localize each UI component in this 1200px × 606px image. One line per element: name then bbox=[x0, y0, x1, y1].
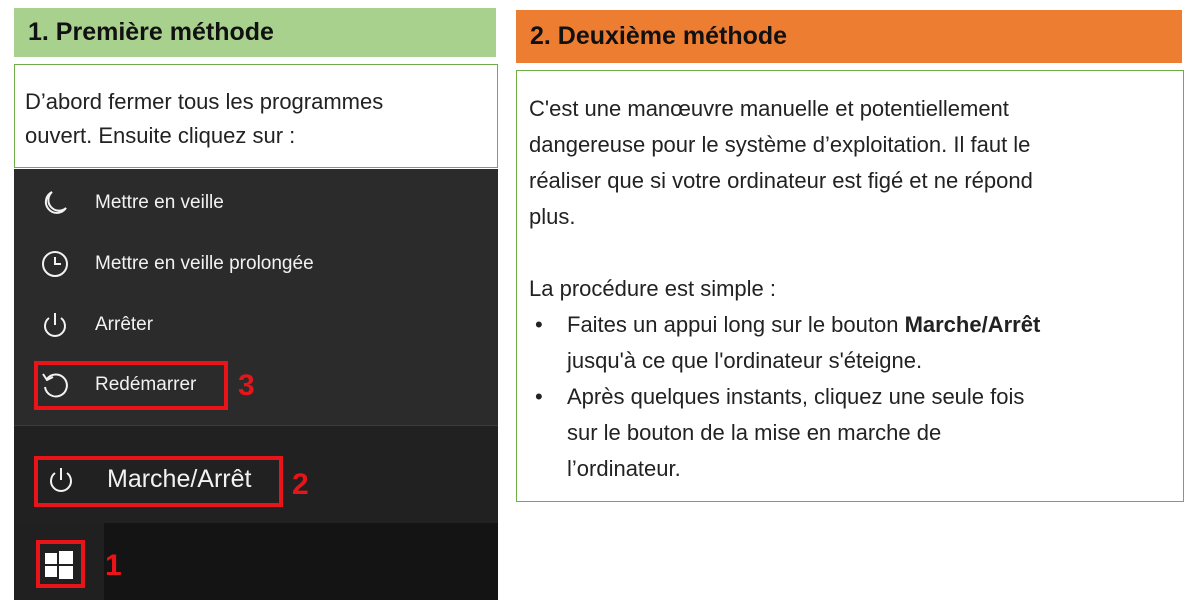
highlight-start-button bbox=[36, 540, 85, 588]
highlight-power-button bbox=[34, 456, 283, 507]
bullet1-text-cont: jusqu'à ce que l'ordinateur s'éteigne. bbox=[567, 348, 923, 373]
bullet1-bold-text: Marche/Arrêt bbox=[904, 312, 1041, 337]
menu-item-shutdown-label: Arrêter bbox=[95, 314, 154, 335]
list-item bbox=[529, 307, 1173, 379]
taskbar bbox=[14, 523, 498, 600]
bullet2-text-cont: sur le bouton de la mise en marche de bbox=[567, 420, 942, 445]
method2-para-line4: plus. bbox=[529, 204, 576, 229]
callout-step-3: 3 bbox=[238, 369, 255, 402]
power-icon bbox=[40, 310, 70, 340]
method2-para-line3: réaliser que si votre ordinateur est figé et ne répond bbox=[529, 168, 1033, 193]
menu-item-sleep[interactable] bbox=[14, 175, 498, 231]
method1-intro-line1: D’abord fermer tous les programmes bbox=[25, 89, 384, 114]
procedure-list bbox=[529, 307, 1173, 487]
method2-title: 2. Deuxième méthode bbox=[516, 10, 1182, 63]
menu-item-sleep-label: Mettre en veille bbox=[95, 192, 224, 213]
callout-step-2: 2 bbox=[292, 468, 309, 501]
power-button-label: Marche/Arrêt bbox=[107, 465, 252, 493]
highlight-restart bbox=[34, 361, 228, 410]
menu-item-hibernate-label: Mettre en veille prolongée bbox=[95, 253, 314, 274]
bullet1-text: Faites un appui long sur le bouton bbox=[567, 312, 905, 337]
divider bbox=[14, 425, 498, 426]
bullet: • bbox=[535, 384, 543, 409]
callout-step-1: 1 bbox=[105, 549, 122, 582]
clock-icon bbox=[40, 249, 70, 279]
method1-title: 1. Première méthode bbox=[14, 8, 496, 57]
method1-instructions bbox=[14, 64, 498, 168]
list-item bbox=[529, 379, 1173, 487]
method2-para-line2: dangereuse pour le système d’exploitation. Il faut le bbox=[529, 132, 1031, 157]
method1-intro-line2: ouvert. Ensuite cliquez sur : bbox=[25, 123, 296, 148]
procedure-intro: La procédure est simple : bbox=[529, 276, 777, 301]
bullet2-text: Après quelques instants, cliquez une seule fois bbox=[567, 384, 1025, 409]
method2-instructions bbox=[516, 70, 1184, 502]
menu-item-restart-label: Redémarrer bbox=[95, 374, 197, 395]
moon-icon bbox=[40, 188, 70, 218]
method2-para-line1: C'est une manœuvre manuelle et potentiellement bbox=[529, 96, 1009, 121]
bullet: • bbox=[535, 312, 543, 337]
bullet2-text-end: l’ordinateur. bbox=[567, 456, 681, 481]
menu-item-shutdown[interactable] bbox=[14, 297, 498, 353]
menu-item-hibernate[interactable] bbox=[14, 236, 498, 292]
